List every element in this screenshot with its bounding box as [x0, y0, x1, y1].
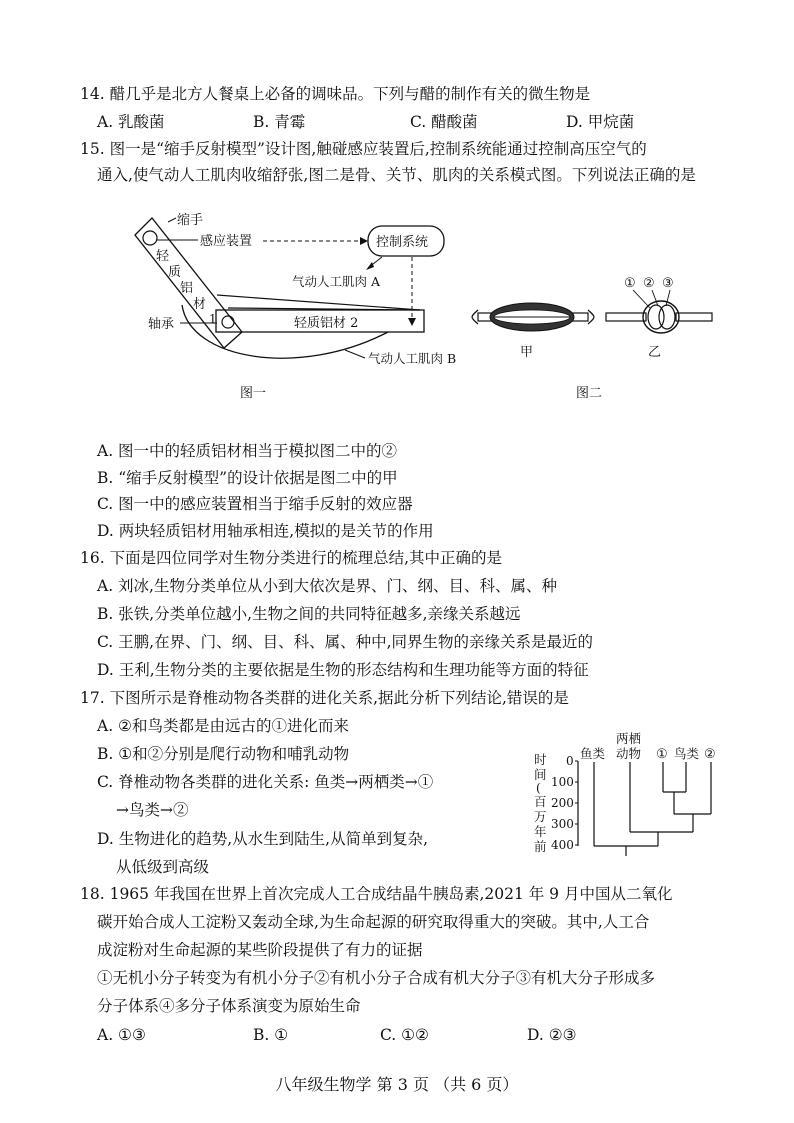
q18-line2: 碳开始合成人工淀粉又轰动全球,为生命起源的研究取得重大的突破。其中,人工合 [97, 913, 650, 931]
q17-stem: 17. 下图所示是脊椎动物各类群的进化关系,据此分析下列结论,错误的是 [80, 689, 569, 707]
fig2-caption: 图二 [576, 386, 603, 401]
q15-option-a: A. 图一中的轻质铝材相当于模拟图二中的② [97, 442, 398, 460]
tree-tick-0: 0 [566, 754, 574, 768]
q17-option-c-cont: →鸟类→② [116, 801, 189, 819]
tree-tick-100: 100 [551, 775, 574, 789]
q15-stem-line1: 15. 图一是“缩手反射模型”设计图,触碰感应装置后,控制系统能通过控制高压空气的 [80, 140, 647, 158]
q18-line3: 成淀粉对生命起源的某些阶段提供了有力的证据 [97, 941, 423, 959]
figure-2-bone-joint-muscle [470, 270, 720, 410]
tree-axis-label-2: 间 [534, 767, 547, 782]
fig1-bar1-char-5: 1 [209, 312, 217, 326]
fig1-label-bearing: 轴承 [148, 317, 175, 332]
q15-stem-line2: 通入,使气动人工肌肉收缩舒张,图二是骨、关节、肌肉的关系模式图。下列说法正确的是 [97, 166, 696, 184]
tree-axis-label-1: 时 [534, 752, 547, 767]
q16-option-d: D. 王利,生物分类的主要依据是生物的形态结构和生理功能等方面的特征 [97, 661, 589, 679]
fig2-jia-diagram [472, 303, 594, 331]
q14-stem: 14. 醋几乎是北方人餐桌上必备的调味品。下列与醋的制作有关的微生物是 [80, 85, 591, 103]
fig1-bar1-char-2: 质 [168, 265, 182, 280]
fig1-label-muscle-a: 气动人工肌肉 A [292, 274, 381, 289]
q17-evolution-tree [528, 728, 728, 863]
q17-option-c: C. 脊椎动物各类群的进化关系: 鱼类→两栖类→① [97, 773, 434, 791]
q17-option-a: A. ②和鸟类都是由远古的①进化而来 [97, 717, 349, 735]
figure-1-reflex-model [120, 200, 480, 410]
fig1-bar1-char-3: 铝 [180, 281, 194, 296]
fig2-marker-2: ② [643, 276, 655, 291]
fig2-label-yi: 乙 [648, 345, 662, 360]
q17-option-b: B. ①和②分别是爬行动物和哺乳动物 [97, 745, 350, 763]
q14-option-b: B. 青霉 [253, 113, 306, 131]
tree-tick-200: 200 [551, 796, 574, 810]
tree-taxon-amphibian-1: 两栖 [616, 731, 642, 746]
fig1-label-shrink: 缩手 [177, 213, 204, 228]
q15-option-b: B. “缩手反射模型”的设计依据是图二中的甲 [97, 469, 398, 487]
fig1-label-sensor: 感应装置 [200, 234, 253, 249]
q18-option-a: A. ①③ [97, 1026, 146, 1044]
q15-option-d: D. 两块轻质铝材用轴承相连,模拟的是关节的作用 [97, 522, 434, 540]
fig1-bar1-char-1: 轻 [156, 249, 170, 264]
fig1-label-muscle-b: 气动人工肌肉 B [368, 351, 457, 366]
tree-axis-label-3: ( [536, 781, 541, 795]
q18-option-d: D. ②③ [527, 1026, 577, 1044]
fig2-yi-diagram [606, 290, 712, 333]
q16-stem: 16. 下面是四位同学对生物分类进行的梳理总结,其中正确的是 [80, 549, 503, 567]
fig2-marker-3: ③ [662, 276, 674, 291]
fig2-marker-1: ① [624, 276, 636, 291]
q16-option-b: B. 张铁,分类单位越小,生物之间的共同特征越多,亲缘关系越远 [97, 605, 521, 623]
q18-option-b: B. ① [253, 1026, 289, 1044]
fig1-bar1-char-4: 材 [193, 297, 207, 312]
tree-axis-label-7: 前 [534, 839, 547, 854]
fig1-label-bar2: 轻质铝材 2 [294, 316, 359, 331]
fig1-label-control: 控制系统 [376, 235, 429, 250]
fig1-caption: 图一 [240, 386, 267, 401]
q17-option-d-cont: 从低级到高级 [116, 858, 210, 876]
q15-option-c: C. 图一中的感应装置相当于缩手反射的效应器 [97, 495, 413, 513]
page-footer: 八年级生物学 第 3 页 （共 6 页） [275, 1075, 519, 1094]
q14-option-c: C. 醋酸菌 [410, 113, 478, 131]
q14-option-d: D. 甲烷菌 [566, 113, 635, 131]
tree-axis-label-5: 万 [534, 809, 547, 824]
tree-tick-400: 400 [551, 838, 574, 852]
fig2-label-jia: 甲 [520, 345, 534, 360]
q14-option-a: A. 乳酸菌 [97, 113, 165, 131]
tree-taxon-1: ① [656, 747, 668, 762]
q16-option-c: C. 王鹏,在界、门、纲、目、科、属、种中,同界生物的亲缘关系是最近的 [97, 633, 594, 651]
q18-line1: 18. 1965 年我国在世界上首次完成人工合成结晶牛胰岛素,2021 年 9 月中国从二氧化 [80, 885, 673, 903]
tree-taxon-amphibian-2: 动物 [616, 746, 642, 761]
q17-option-d: D. 生物进化的趋势,从水生到陆生,从简单到复杂, [97, 830, 429, 848]
tree-tick-300: 300 [551, 817, 574, 831]
q16-option-a: A. 刘冰,生物分类单位从小到大依次是界、门、纲、目、科、属、种 [97, 577, 557, 595]
q18-line4: ①无机小分子转变为有机小分子②有机小分子合成有机大分子③有机大分子形成多 [97, 969, 656, 987]
tree-taxon-bird: 鸟类 [674, 746, 700, 761]
q18-option-c: C. ①② [380, 1026, 429, 1044]
tree-axis-label-6: 年 [534, 824, 547, 839]
tree-taxon-fish: 鱼类 [580, 746, 606, 761]
tree-axis-label-4: 百 [534, 794, 547, 809]
q18-line5: 分子体系④多分子体系演变为原始生命 [97, 997, 361, 1015]
tree-taxon-2: ② [704, 747, 716, 762]
